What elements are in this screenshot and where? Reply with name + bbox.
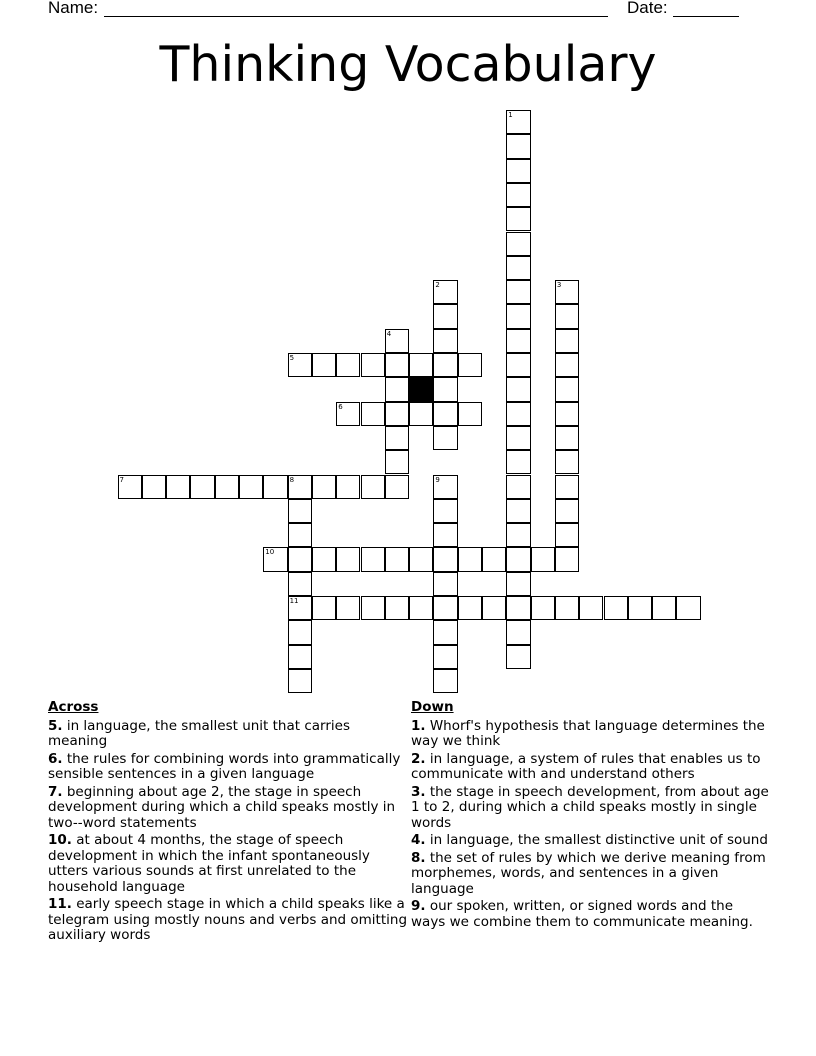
- grid-cell[interactable]: [312, 475, 336, 499]
- grid-cell[interactable]: [336, 402, 360, 426]
- grid-cell[interactable]: [336, 353, 360, 377]
- grid-cell[interactable]: [458, 402, 482, 426]
- grid-cell[interactable]: [385, 547, 409, 571]
- grid-cell[interactable]: [409, 353, 433, 377]
- grid-cell[interactable]: [506, 572, 530, 596]
- clue-across-11: [48, 897, 408, 944]
- grid-cell[interactable]: [506, 353, 530, 377]
- grid-cell[interactable]: [433, 547, 457, 571]
- clue-number-label: 9: [435, 475, 440, 484]
- clue-text: the stage in speech development, from about age 1 to 2, during which a child speaks mostly in single words: [411, 783, 769, 831]
- date-label: Date:: [627, 0, 668, 17]
- grid-cell[interactable]: [506, 426, 530, 450]
- grid-cell[interactable]: [433, 572, 457, 596]
- grid-cell[interactable]: [506, 329, 530, 353]
- grid-cell[interactable]: [385, 450, 409, 474]
- grid-cell[interactable]: [312, 353, 336, 377]
- clue-text: the rules for combining words into grammatically sensible sentences in a given language: [48, 750, 401, 782]
- grid-cell[interactable]: [506, 547, 530, 571]
- clue-number-label: 1: [508, 111, 513, 119]
- grid-cell[interactable]: [506, 645, 530, 669]
- grid-cell[interactable]: [531, 596, 555, 620]
- grid-cell[interactable]: [555, 377, 579, 401]
- grid-cell[interactable]: [555, 596, 579, 620]
- clue-number-label: 11: [289, 597, 299, 605]
- grid-cell[interactable]: [336, 475, 360, 499]
- blocked-cell: [409, 377, 433, 401]
- grid-cell[interactable]: [506, 596, 530, 620]
- grid-cell[interactable]: [555, 426, 579, 450]
- grid-cell[interactable]: [433, 426, 457, 450]
- grid-cell[interactable]: [336, 547, 360, 571]
- clue-number: 11.: [48, 896, 72, 912]
- grid-cell[interactable]: [361, 596, 385, 620]
- grid-cell[interactable]: [506, 207, 530, 231]
- grid-cell[interactable]: [482, 596, 506, 620]
- grid-cell[interactable]: [433, 402, 457, 426]
- name-label: Name:: [48, 0, 99, 17]
- clue-down-3: [411, 785, 771, 832]
- grid-cell[interactable]: [506, 256, 530, 280]
- grid-cell[interactable]: [555, 304, 579, 328]
- grid-cell[interactable]: [385, 377, 409, 401]
- clue-text: in language, the smallest unit that carries meaning: [48, 717, 350, 749]
- grid-cell[interactable]: [409, 547, 433, 571]
- grid-cell[interactable]: [385, 353, 409, 377]
- grid-cell[interactable]: [555, 499, 579, 523]
- clue-number-label: 4: [386, 329, 392, 338]
- grid-cell[interactable]: [361, 402, 385, 426]
- clue-number: 6.: [48, 750, 63, 767]
- clue-text: the set of rules by which we derive meaning from morphemes, words, and sentences in a given language: [411, 849, 766, 897]
- clue-across-6: [48, 752, 408, 783]
- clue-number: 4.: [411, 832, 426, 848]
- grid-cell[interactable]: [433, 669, 457, 693]
- grid-cell[interactable]: [385, 426, 409, 450]
- grid-cell[interactable]: [652, 596, 676, 620]
- grid-cell[interactable]: [433, 523, 457, 547]
- grid-cell[interactable]: [336, 596, 360, 620]
- clue-down-1: [411, 719, 771, 750]
- clue-text: our spoken, written, or signed words and the ways we combine them to communicate meaning.: [411, 898, 753, 930]
- down-clues: [411, 700, 771, 932]
- clue-across-7: [48, 785, 408, 832]
- clue-number-label: 3: [556, 281, 562, 290]
- grid-cell[interactable]: [215, 475, 239, 499]
- grid-cell[interactable]: [506, 523, 530, 547]
- clue-number: 1.: [411, 717, 426, 734]
- clue-number-label: 5: [289, 354, 295, 362]
- clue-number: 7.: [48, 783, 63, 800]
- grid-cell[interactable]: [361, 475, 385, 499]
- grid-cell[interactable]: [628, 596, 652, 620]
- grid-cell[interactable]: [433, 329, 457, 353]
- grid-cell[interactable]: [361, 353, 385, 377]
- grid-cell[interactable]: [506, 183, 530, 207]
- grid-cell[interactable]: [506, 620, 530, 644]
- clue-across-5: [48, 719, 408, 750]
- clue-number: 2.: [411, 750, 426, 767]
- grid-cell[interactable]: [506, 499, 530, 523]
- grid-cell[interactable]: [312, 547, 336, 571]
- clue-number: 3.: [411, 783, 426, 800]
- grid-cell[interactable]: [385, 596, 409, 620]
- clue-down-8: [411, 851, 771, 898]
- grid-cell[interactable]: [166, 475, 190, 499]
- grid-cell[interactable]: [506, 159, 530, 183]
- clue-text: in language, the smallest distinctive unit of sound: [429, 832, 768, 848]
- page-title: Thinking Vocabulary: [159, 36, 657, 93]
- grid-cell[interactable]: [385, 329, 409, 353]
- grid-cell[interactable]: [288, 353, 312, 377]
- grid-cell[interactable]: [433, 304, 457, 328]
- clue-number-label: 10: [265, 548, 275, 557]
- clue-across-10: [48, 833, 408, 895]
- grid-cell[interactable]: [555, 450, 579, 474]
- grid-cell[interactable]: [506, 377, 530, 401]
- grid-cell[interactable]: [312, 596, 336, 620]
- clue-number-label: 2: [435, 281, 440, 290]
- down-heading: Down: [411, 699, 454, 715]
- grid-cell[interactable]: [288, 499, 312, 523]
- grid-cell[interactable]: [433, 596, 457, 620]
- grid-cell[interactable]: [531, 547, 555, 571]
- grid-cell[interactable]: [288, 523, 312, 547]
- grid-cell[interactable]: [433, 280, 457, 304]
- grid-cell[interactable]: [118, 475, 142, 499]
- grid-cell[interactable]: [458, 353, 482, 377]
- clue-text: in language, a system of rules that enables us to communicate with and understand others: [411, 750, 761, 782]
- grid-cell[interactable]: [555, 402, 579, 426]
- grid-cell[interactable]: [239, 475, 263, 499]
- grid-cell[interactable]: [288, 645, 312, 669]
- clue-text: at about 4 months, the stage of speech development in which the infant spontaneously utters various sounds at first unrelated to the household language: [48, 832, 370, 895]
- grid-cell[interactable]: [288, 596, 312, 620]
- grid-cell[interactable]: [506, 280, 530, 304]
- grid-cell[interactable]: [409, 402, 433, 426]
- clue-number: 5.: [48, 717, 63, 734]
- grid-cell[interactable]: [433, 475, 457, 499]
- grid-cell[interactable]: [506, 110, 530, 134]
- clue-number-label: 7: [119, 475, 124, 484]
- grid-cell[interactable]: [555, 475, 579, 499]
- grid-cell[interactable]: [433, 377, 457, 401]
- grid-cell[interactable]: [506, 134, 530, 158]
- grid-cell[interactable]: [361, 547, 385, 571]
- across-clues: [48, 700, 408, 946]
- grid-cell[interactable]: [506, 232, 530, 256]
- grid-cell[interactable]: [263, 475, 287, 499]
- grid-cell[interactable]: [263, 547, 287, 571]
- grid-cell[interactable]: [409, 596, 433, 620]
- grid-cell[interactable]: [385, 475, 409, 499]
- grid-cell[interactable]: [506, 475, 530, 499]
- grid-cell[interactable]: [288, 475, 312, 499]
- clue-text: early speech stage in which a child speaks like a telegram using mostly nouns and verbs and omitting auxiliary words: [48, 896, 408, 943]
- grid-cell[interactable]: [555, 523, 579, 547]
- clue-down-9: [411, 899, 771, 930]
- grid-cell[interactable]: [288, 669, 312, 693]
- clue-number-label: 8: [289, 475, 295, 484]
- clue-number: 10.: [48, 832, 72, 848]
- grid-cell[interactable]: [288, 620, 312, 644]
- grid-cell[interactable]: [676, 596, 700, 620]
- grid-cell[interactable]: [458, 547, 482, 571]
- grid-cell[interactable]: [458, 596, 482, 620]
- grid-cell[interactable]: [433, 620, 457, 644]
- clue-down-2: [411, 752, 771, 783]
- grid-cell[interactable]: [433, 499, 457, 523]
- across-heading: Across: [48, 699, 99, 715]
- clue-text: beginning about age 2, the stage in speech development during which a child speaks mostly in two--word statements: [48, 783, 396, 831]
- grid-cell[interactable]: [555, 280, 579, 304]
- grid-cell[interactable]: [555, 547, 579, 571]
- clue-number: 9.: [411, 898, 426, 914]
- clue-down-4: [411, 833, 771, 849]
- grid-cell[interactable]: [288, 547, 312, 571]
- clue-number: 8.: [411, 849, 426, 866]
- grid-cell[interactable]: [506, 402, 530, 426]
- grid-cell[interactable]: [506, 304, 530, 328]
- clue-number-label: 6: [338, 402, 343, 411]
- grid-cell[interactable]: [433, 353, 457, 377]
- clue-text: Whorf's hypothesis that language determines the way we think: [411, 717, 765, 749]
- grid-cell[interactable]: [482, 547, 506, 571]
- grid-cell[interactable]: [604, 596, 628, 620]
- grid-cell[interactable]: [506, 450, 530, 474]
- grid-cell[interactable]: [433, 645, 457, 669]
- grid-cell[interactable]: [579, 596, 603, 620]
- grid-cell[interactable]: [288, 572, 312, 596]
- grid-cell[interactable]: [555, 329, 579, 353]
- grid-cell[interactable]: [555, 353, 579, 377]
- grid-cell[interactable]: [190, 475, 214, 499]
- grid-cell[interactable]: [385, 402, 409, 426]
- grid-cell[interactable]: [142, 475, 166, 499]
